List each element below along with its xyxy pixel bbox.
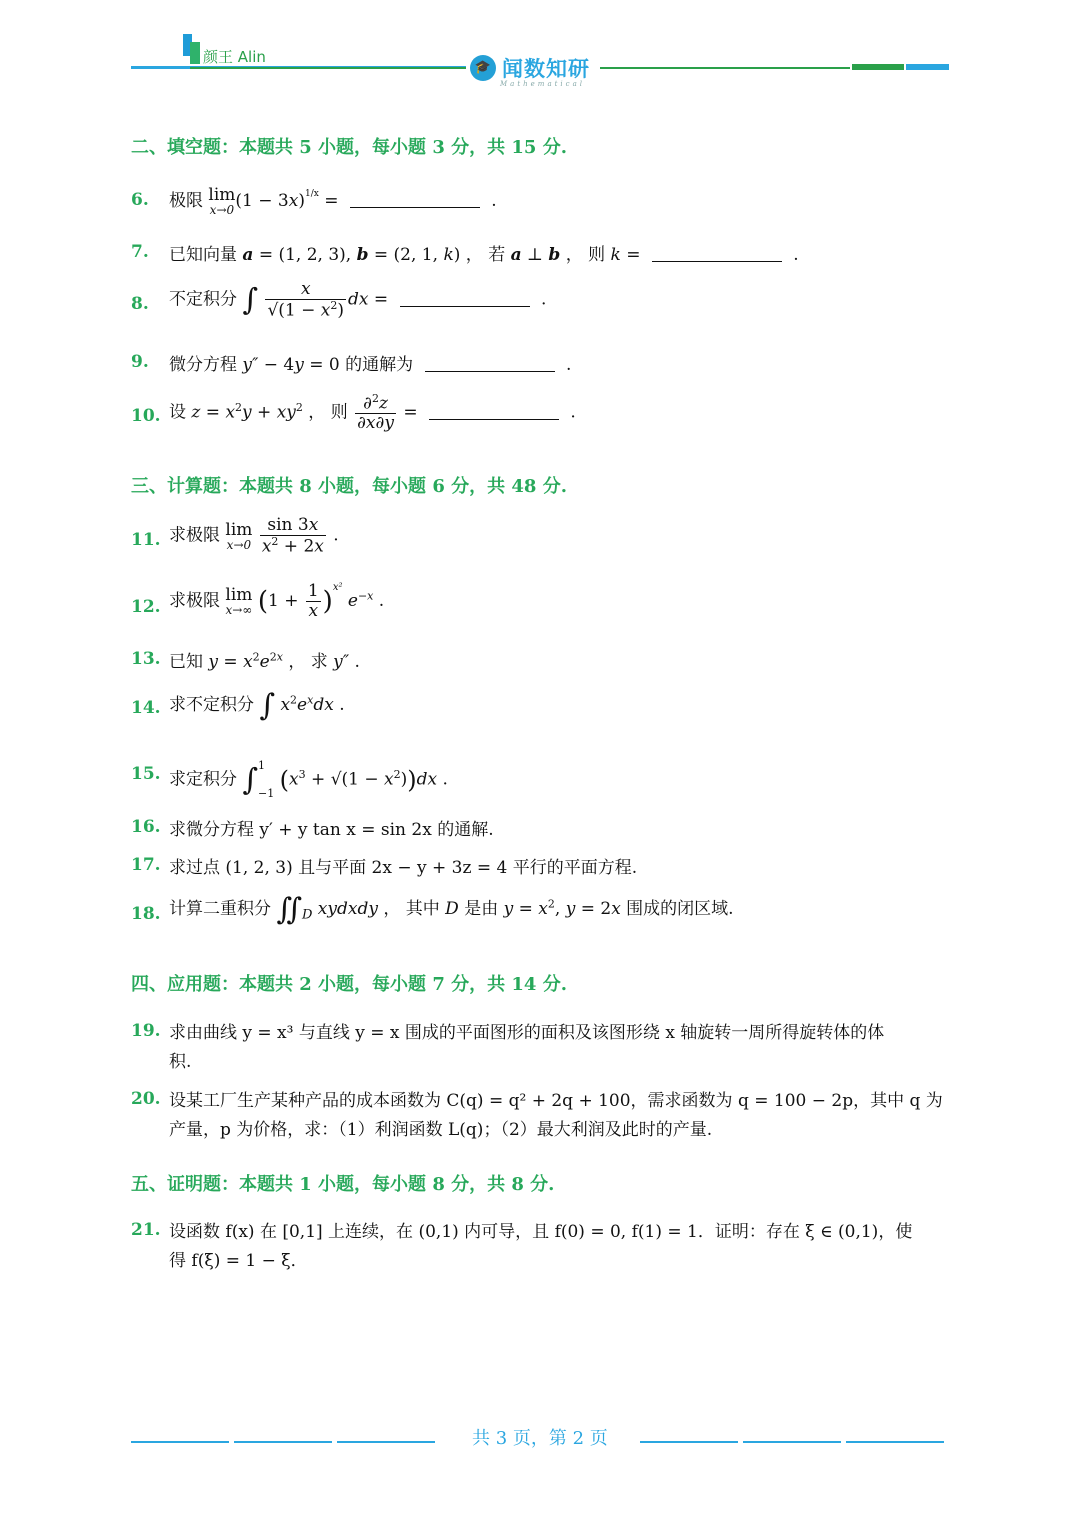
question-20-number: 20.: [131, 1089, 161, 1109]
question-13-number: 13.: [131, 649, 161, 669]
question-10-number: 10.: [131, 406, 161, 426]
question-11-number: 11.: [131, 530, 161, 550]
question-15-number: 15.: [131, 764, 161, 784]
question-10: 设 $z = x^2y + xy^2$ ， 则 $\frac{\partial^2z}{\partial x\partial y}$ = .: [169, 392, 576, 434]
question-7-text: 已知向量: [169, 245, 237, 265]
question-8-text: 不定积分: [169, 289, 237, 310]
question-8-number: 8.: [131, 294, 149, 314]
question-11: 求极限 lim x→0 $\frac{\sin 3x}{x^2 + 2x}$ .: [169, 515, 339, 557]
question-9: 微分方程 y″ − 4y = 0 的通解为 .: [169, 355, 572, 375]
question-15-text: 求定积分: [169, 769, 237, 790]
question-19-line2: 积.: [169, 1052, 192, 1072]
question-6: 极限 lim x→0 $(1 - 3x)^{1/x}$ = .: [169, 185, 497, 217]
footer-ornament-5: [743, 1441, 841, 1443]
graduation-cap-icon: 🎓: [470, 55, 496, 81]
footer-ornament-3: [337, 1441, 435, 1443]
question-16-number: 16.: [131, 817, 161, 837]
question-13-text: 已知: [169, 652, 203, 672]
footer-ornament-2: [234, 1441, 332, 1443]
question-14-text: 求不定积分: [169, 695, 254, 715]
question-18-text: 计算二重积分: [169, 899, 271, 919]
header-rule-accent-green: [852, 64, 904, 70]
question-18: 计算二重积分 $∬_D$ xydxdy ， 其中 D 是由 $y = x^2$, y = 2x 围成的闭区域.: [169, 892, 734, 927]
question-18-number: 18.: [131, 904, 161, 924]
question-6-number: 6.: [131, 190, 149, 210]
question-7-number: 7.: [131, 242, 149, 262]
question-8: 不定积分 ∫ $\frac{x}{√(1 - x^2)}$ dx = .: [169, 279, 547, 321]
question-19-number: 19.: [131, 1021, 161, 1041]
question-9-number: 9.: [131, 352, 149, 372]
question-15: 求定积分 ∫1 −1 $(x^3 + √(1 - x^2))dx$ .: [169, 759, 448, 800]
question-11-text: 求极限: [169, 525, 220, 546]
question-12: 求极限 lim x→∞ (1 + $\frac{1}{x}$ )$^{x^2}$ $e^{-x}$ .: [169, 581, 385, 621]
brand-name: 颜王 Alin: [203, 48, 266, 66]
question-19-line1: 求由曲线 y = x³ 与直线 y = x 围成的平面图形的面积及该图形绕 x 轴旋转一周所得旋转体的体: [169, 1023, 885, 1043]
header-subtitle: Mathematical: [500, 80, 585, 88]
question-9-text: 微分方程: [169, 355, 237, 375]
question-14-number: 14.: [131, 698, 161, 718]
page-number: 共 3 页，第 2 页: [472, 1428, 608, 1449]
header-rule-right: [600, 67, 850, 69]
question-20-line2: 产量，p 为价格，求：（1）利润函数 L(q)；（2）最大利润及此时的产量.: [169, 1120, 713, 1140]
section-2-heading: 二、填空题：本题共 5 小题，每小题 3 分，共 15 分.: [131, 137, 567, 158]
footer-ornament-4: [640, 1441, 738, 1443]
section-5-heading: 五、证明题：本题共 1 小题，每小题 8 分，共 8 分.: [131, 1174, 555, 1195]
question-21-line1: 设函数 f(x) 在 [0,1] 上连续，在 (0,1) 内可导，且 f(0) = 0, f(1) = 1．证明：存在 ξ ∈ (0,1)，使: [169, 1222, 913, 1242]
question-20-line1: 设某工厂生产某种产品的成本函数为 C(q) = q² + 2q + 100，需求函数为 q = 100 − 2p，其中 q 为: [169, 1091, 943, 1111]
section-3-heading: 三、计算题：本题共 8 小题，每小题 6 分，共 48 分.: [131, 476, 567, 497]
question-7: 已知向量 a = (1, 2, 3), b = (2, 1, k) ， 若 a ⊥ b ， 则 k = .: [169, 245, 799, 265]
header-title: 闻数知研: [502, 57, 590, 81]
question-12-number: 12.: [131, 597, 161, 617]
question-17-number: 17.: [131, 855, 161, 875]
question-14: 求不定积分 ∫ $x^2e^xdx$ .: [169, 688, 345, 723]
question-12-text: 求极限: [169, 591, 220, 611]
section-4-heading: 四、应用题：本题共 2 小题，每小题 7 分，共 14 分.: [131, 974, 567, 995]
question-21-line2: 得 f(ξ) = 1 − ξ．: [169, 1251, 308, 1271]
question-6-text: 极限: [169, 191, 203, 211]
header-rule-accent-blue: [906, 64, 949, 70]
brand-logo-icon: [183, 34, 201, 64]
question-13: 已知 $y = x^2e^{2x}$ ， 求 y″ .: [169, 650, 360, 672]
question-16-text: 求微分方程 y′ + y tan x = sin 2x 的通解.: [169, 820, 494, 840]
question-17-text: 求过点 (1, 2, 3) 且与平面 2x − y + 3z = 4 平行的平面方程.: [169, 858, 638, 878]
question-21-number: 21.: [131, 1220, 161, 1240]
footer-ornament-6: [846, 1441, 944, 1443]
question-10-text: 设: [169, 402, 186, 423]
footer-ornament-1: [131, 1441, 229, 1443]
header-rule-left-green: [190, 67, 466, 69]
